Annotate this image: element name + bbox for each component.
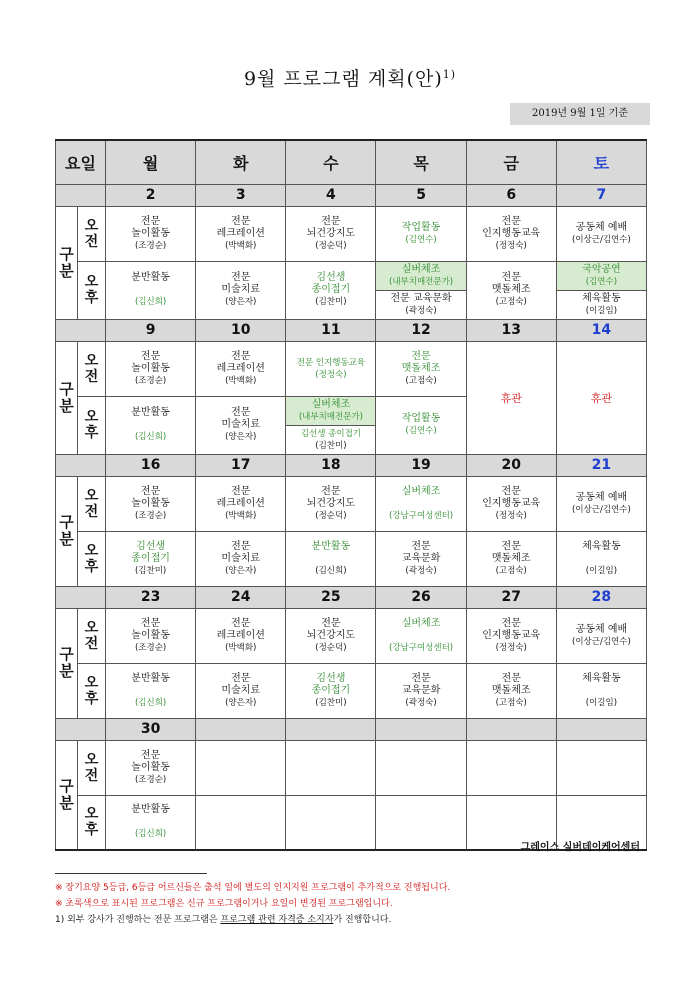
- note-2: ※ 초록색으로 표시된 프로그램은 신규 프로그램이거나 요일이 변경된 프로그램입니다.: [55, 899, 393, 909]
- program-cell: 전문 미술치료 (양은자): [196, 663, 286, 718]
- program-cell: 김선생 종이접기 (김찬미): [106, 531, 196, 586]
- date-row: [56, 319, 647, 341]
- date: 18: [286, 454, 376, 476]
- program-cell: 김선생 종이접기 (김찬미): [286, 261, 376, 319]
- date: 6: [466, 184, 556, 206]
- program-cell: 전문 교육문화 (곽정숙): [376, 663, 466, 718]
- pm-row: [56, 663, 647, 718]
- period-pm: 오 후: [78, 663, 106, 718]
- date: 26: [376, 586, 466, 608]
- date: 2: [106, 184, 196, 206]
- period-pm: 오 후: [78, 261, 106, 319]
- date: 19: [376, 454, 466, 476]
- program-cell: 전문 놀이활동 (조경순): [106, 476, 196, 531]
- date: 3: [196, 184, 286, 206]
- program-cell: 작업활동 (김연수): [376, 396, 466, 454]
- program-cell: 실버체조 (강남구여성센터): [376, 608, 466, 663]
- date: 27: [466, 586, 556, 608]
- gubun-label: 구 분: [56, 476, 78, 586]
- date: 13: [466, 319, 556, 341]
- header-mon: 월: [106, 140, 196, 184]
- date-row: [56, 184, 647, 206]
- program-cell: 공동체 예배 (이상근/김연수): [556, 476, 646, 531]
- closed-cell: 휴관: [556, 341, 646, 454]
- note-3: 1) 외부 강사가 진행하는 전문 프로그램은 프로그램 관련 자격증 소지자가 진행합니다.: [55, 915, 392, 925]
- date: 24: [196, 586, 286, 608]
- program-cell: 공동체 예배 (이상근/김연수): [556, 206, 646, 261]
- program-cell: 전문 놀이활동 (조경순): [106, 341, 196, 396]
- program-cell: 전문 맷돌체조 (고점숙): [376, 341, 466, 396]
- program-cell: 전문 놀이활동 (조경순): [106, 740, 196, 795]
- date-row: [56, 586, 647, 608]
- program-cell: 전문 미술치료 (양은자): [196, 531, 286, 586]
- program-cell: 분반활동 (김신희): [286, 531, 376, 586]
- date: 23: [106, 586, 196, 608]
- period-am: 오 전: [78, 740, 106, 795]
- date: 11: [286, 319, 376, 341]
- program-cell: 전문 미술치료 (양은자): [196, 396, 286, 454]
- date: 10: [196, 319, 286, 341]
- program-cell: 전문 뇌건강지도 (정순덕): [286, 476, 376, 531]
- date: 30: [106, 718, 196, 740]
- program-cell: 체육활동 (이길임): [556, 531, 646, 586]
- program-cell: 분반활동 (김신희): [106, 795, 196, 850]
- am-row: [56, 608, 647, 663]
- program-cell: 전문 뇌건강지도 (정순덕): [286, 608, 376, 663]
- am-row: [56, 341, 647, 396]
- footnotes: [55, 880, 450, 928]
- pm-row: [56, 531, 647, 586]
- period-am: 오 전: [78, 608, 106, 663]
- period-am: 오 전: [78, 341, 106, 396]
- header-sat: 토: [556, 140, 646, 184]
- program-cell: 실버체조 (내부치매전문가) 김선생 종이접기 (김찬미): [286, 396, 376, 454]
- date: 25: [286, 586, 376, 608]
- period-pm: 오 후: [78, 396, 106, 454]
- header-fri: 금: [466, 140, 556, 184]
- date-row: [56, 454, 647, 476]
- program-cell: 실버체조 (강남구여성센터): [376, 476, 466, 531]
- program-cell: 전문 레크레이션 (박백화): [196, 608, 286, 663]
- program-cell: 김선생 종이접기 (김찬미): [286, 663, 376, 718]
- pm-row: [56, 261, 647, 319]
- date: 4: [286, 184, 376, 206]
- program-cell: 전문 놀이활동 (조경순): [106, 608, 196, 663]
- footnote-divider: [55, 873, 207, 874]
- date: 16: [106, 454, 196, 476]
- basis-date: 2019년 9월 1일 기준: [510, 103, 650, 125]
- period-pm: 오 후: [78, 795, 106, 850]
- note-1: ※ 장기요양 5등급, 6등급 어르신들은 출석 일에 별도의 인지지원 프로그램이 추가적으로 진행됩니다.: [55, 883, 451, 893]
- date: 14: [556, 319, 646, 341]
- am-row: [56, 740, 647, 795]
- program-cell: 분반활동 (김신희): [106, 261, 196, 319]
- gubun-label: 구 분: [56, 206, 78, 319]
- program-cell: 전문 맷돌체조 (고점숙): [466, 261, 556, 319]
- program-cell: 전문 레크레이션 (박백화): [196, 341, 286, 396]
- date-row: [56, 718, 647, 740]
- header-thu: 목: [376, 140, 466, 184]
- program-cell: 전문 미술치료 (양은자): [196, 261, 286, 319]
- program-cell: 전문 인지행동교육 (정정숙): [286, 341, 376, 396]
- program-cell: 전문 맷돌체조 (고점숙): [466, 663, 556, 718]
- program-cell: 국악공연 (김연수) 체육활동 (이길임): [556, 261, 646, 319]
- program-cell: 전문 맷돌체조 (고점숙): [466, 531, 556, 586]
- am-row: [56, 206, 647, 261]
- program-cell: 체육활동 (이길임): [556, 663, 646, 718]
- period-am: 오 전: [78, 206, 106, 261]
- date: 20: [466, 454, 556, 476]
- date: 17: [196, 454, 286, 476]
- program-cell: 전문 교육문화 (곽정숙): [376, 531, 466, 586]
- date: 9: [106, 319, 196, 341]
- program-cell: 작업활동 (김연수): [376, 206, 466, 261]
- period-pm: 오 후: [78, 531, 106, 586]
- period-am: 오 전: [78, 476, 106, 531]
- program-cell: 실버체조 (내부치매전문가) 전문 교육문화 (곽정숙): [376, 261, 466, 319]
- program-cell: 전문 레크레이션 (박백화): [196, 476, 286, 531]
- am-row: [56, 476, 647, 531]
- date: 21: [556, 454, 646, 476]
- gubun-label: 구 분: [56, 341, 78, 454]
- program-cell: 공동체 예배 (이상근/김연수): [556, 608, 646, 663]
- program-cell: 전문 인지행동교육 (정정숙): [466, 476, 556, 531]
- date: 7: [556, 184, 646, 206]
- date: 5: [376, 184, 466, 206]
- date: 12: [376, 319, 466, 341]
- program-cell: 전문 뇌건강지도 (정순덕): [286, 206, 376, 261]
- program-cell: 전문 레크레이션 (박백화): [196, 206, 286, 261]
- schedule-table: [55, 139, 647, 851]
- header-wed: 수: [286, 140, 376, 184]
- date: 28: [556, 586, 646, 608]
- center-name: 그레이스 실버데이케어센터: [520, 842, 640, 853]
- program-cell: 분반활동 (김신희): [106, 663, 196, 718]
- program-cell: 전문 놀이활동 (조경순): [106, 206, 196, 261]
- header-tue: 화: [196, 140, 286, 184]
- program-cell: 분반활동 (김신희): [106, 396, 196, 454]
- program-cell: 전문 인지행동교육 (정정숙): [466, 608, 556, 663]
- weekday-header: [56, 140, 647, 184]
- page-title: 9월 프로그램 계획(안)$^{1)}$: [243, 68, 457, 90]
- program-cell: 전문 인지행동교육 (정정숙): [466, 206, 556, 261]
- gubun-label: 구 분: [56, 740, 78, 850]
- closed-cell: 휴관: [466, 341, 556, 454]
- gubun-label: 구 분: [56, 608, 78, 718]
- header-day: 요일: [56, 140, 106, 184]
